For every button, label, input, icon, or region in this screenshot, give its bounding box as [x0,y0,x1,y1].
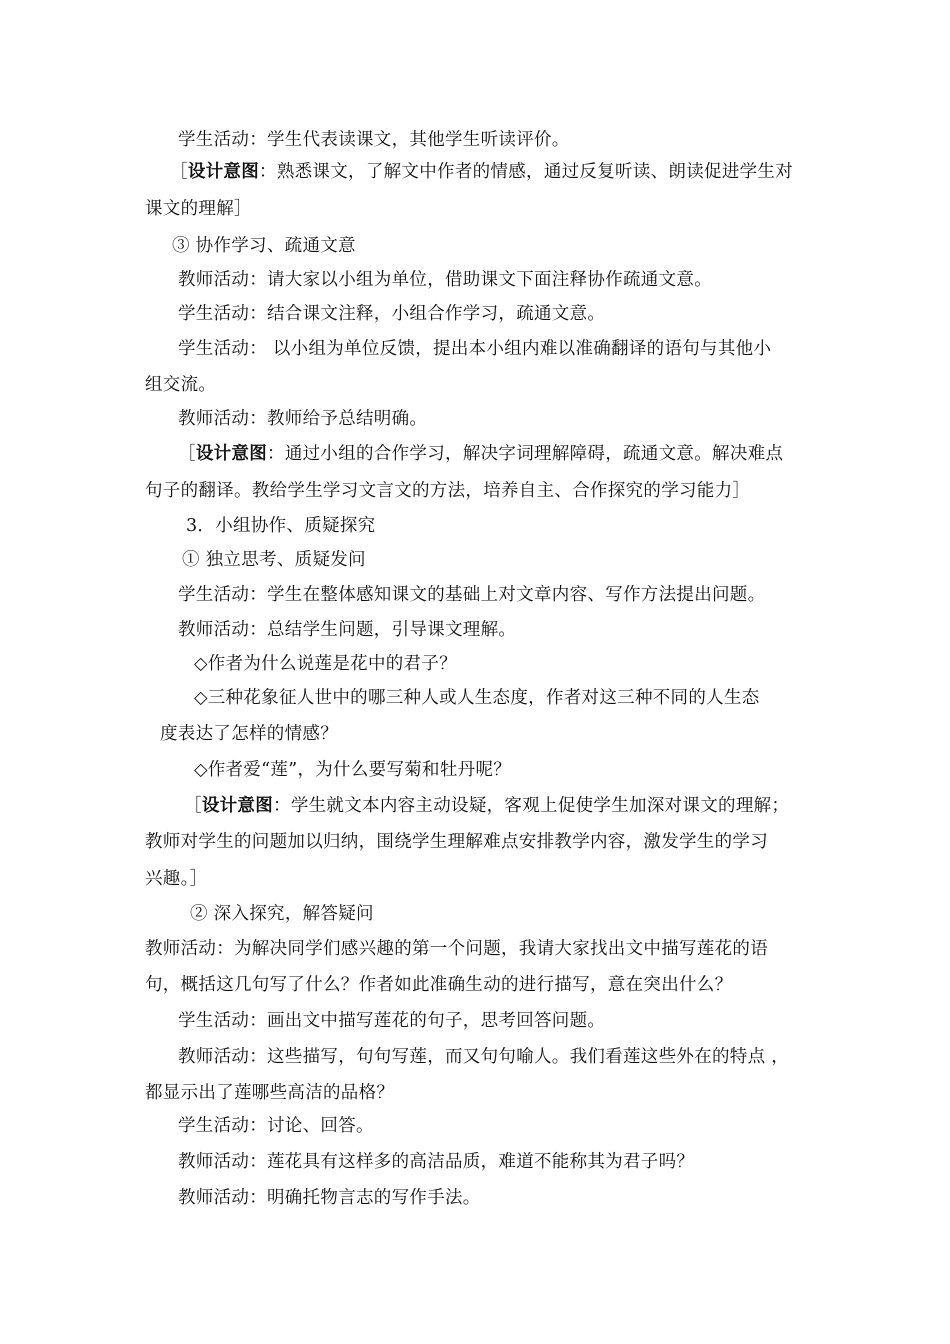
text-line: 学生活动：学生代表读课文，其他学生听读评价。 [178,130,570,150]
text-line: 教师活动：莲花具有这样多的高洁品质，难道不能称其为君子吗？ [178,1152,695,1172]
design-intent-line [178,442,783,466]
subsection-heading: ② 深入探究，解答疑问 [190,904,374,924]
design-intent-line [184,794,789,818]
text-line: 兴趣。］ [145,869,208,889]
text-line: 学生活动：结合课文注释，小组合作学习，疏通文意。 [178,304,606,324]
design-intent-line [170,160,793,184]
text-line: 教师活动：请大家以小组为单位，借助课文下面注释协作疏通文意。 [178,270,712,290]
subsection-heading: ① 独立思考、质疑发问 [182,550,366,570]
text-line: 学生活动：画出文中描写莲花的句子，思考回答问题。 [178,1011,606,1031]
text-line: 教师活动：教师给予总结明确。 [178,409,428,429]
text-line: 教师活动：总结学生问题，引导课文理解。 [178,620,517,640]
text-line: 课文的理解］ [145,199,252,219]
bracket-open: ［ [170,162,188,182]
text-line: 教师活动：明确托物言志的写作手法。 [178,1188,481,1208]
text-line: 学生活动：学生在整体感知课文的基础上对文章内容、写作方法提出问题。 [178,585,766,605]
question-item: ◇三种花象征人世中的哪三种人或人生态度，作者对这三种不同的人生态 [194,688,760,708]
bracket-open: ［ [184,796,202,816]
text-line: 组交流。 [145,375,217,395]
text-line: 度表达了怎样的情感？ [160,724,338,744]
text-line: 句子的翻译。教给学生学习文言文的方法，培养自主、合作探究的学习能力］ [145,481,751,501]
design-intent-label: 设计意图 [187,162,260,182]
design-intent-text: ：学生就文本内容主动设疑，客观上促使学生加深对课文的理解； [273,796,790,816]
text-line: 都显示出了莲哪些高洁的品格？ [145,1083,395,1103]
text-line: 教师活动：这些描写，句句写莲，而又句句喻人。我们看莲这些外在的特点 ， [178,1047,790,1067]
text-line: 学生活动：讨论、回答。 [178,1116,374,1136]
section-heading: 3．小组协作、质疑探究 [186,516,376,536]
question-item: ◇作者为什么说莲是花中的君子？ [194,654,457,674]
design-intent-label: 设计意图 [201,796,274,816]
text-line: 学生活动： 以小组为单位反馈，提出本小组内难以准确翻译的语句与其他小 [178,339,772,359]
text-line: 句，概括这几句写了什么？作者如此准确生动的进行描写，意在突出什么？ [145,975,733,995]
section-heading: ③ 协作学习、疏通文意 [172,236,356,256]
design-intent-text: ：熟悉课文，了解文中作者的情感，通过反复听读、朗读促进学生对 [259,162,794,182]
bracket-open: ［ [178,444,196,464]
text-line: 教师活动：为解决同学们感兴趣的第一个问题，我请大家找出文中描写莲花的语 [145,939,768,959]
question-item: ◇作者爱“莲”，为什么要写菊和牡丹呢？ [194,760,512,780]
design-intent-text: ：通过小组的合作学习，解决字词理解障碍，疏通文意。解决难点 [267,444,784,464]
design-intent-label: 设计意图 [195,444,268,464]
text-line: 教师对学生的问题加以归纳，围绕学生理解难点安排教学内容，激发学生的学习 [145,832,768,852]
